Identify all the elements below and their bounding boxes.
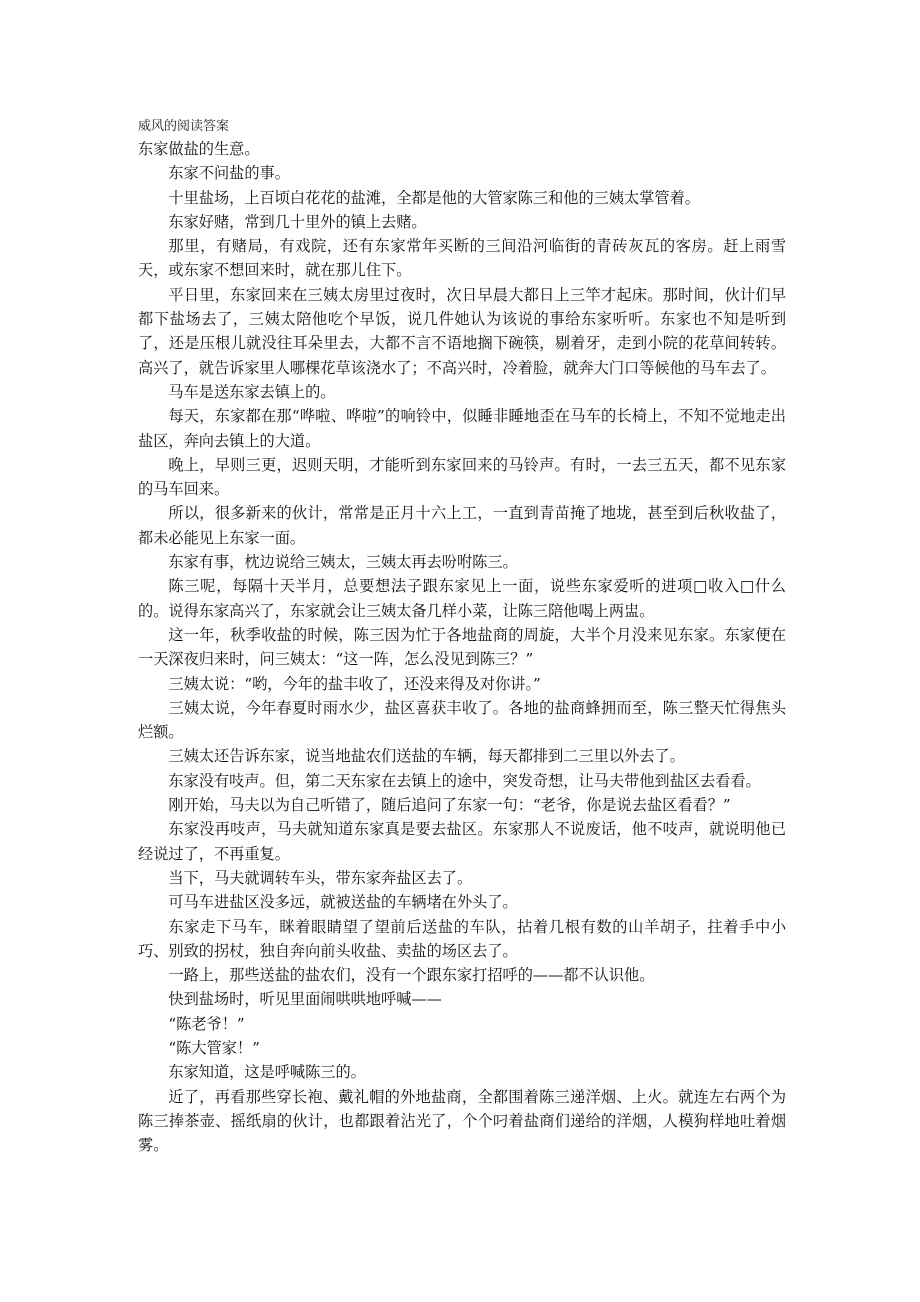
paragraph: 晚上，早则三更，迟则天明，才能听到东家回来的马铃声。有时，一去三五天，都不见东家的马车回来。: [138, 455, 786, 499]
paragraph: 可马车进盐区没多远，就被送盐的车辆堵在外头了。: [168, 893, 518, 912]
paragraph: 东家知道，这是呼喊陈三的。: [168, 1063, 366, 1082]
paragraph: 陈三呢，每隔十天半月，总要想法子跟东家见上一面，说些东家爱听的进项□收入□什么的。说得东家高兴了，东家就会让三姨太备几样小菜，让陈三陪他喝上两盅。: [138, 577, 786, 620]
paragraph: 马车是送东家去镇上的。: [168, 382, 336, 401]
paragraph: 刚开始，马夫以为自己听错了，随后追问了东家一句：“老爷，你是说去盐区看看？”: [168, 796, 731, 815]
paragraph: 快到盐场时，听见里面闹哄哄地呼喊——: [168, 990, 442, 1009]
paragraph: “陈老爷！”: [168, 1014, 245, 1033]
paragraph: 东家没再吱声，马夫就知道东家真是要去盐区。东家那人不说废话，他不吱声，就说明他已经说过了，不再重复。: [138, 820, 786, 863]
document-title: 威风的阅读答案: [138, 119, 230, 134]
paragraph: 十里盐场，上百顷白花花的盐滩，全都是他的大管家陈三和他的三姨太掌管着。: [168, 188, 700, 207]
paragraph: 三姨太还告诉东家，说当地盐农们送盐的车辆，每天都排到二三里以外去了。: [168, 747, 685, 766]
paragraph: 一路上，那些送盐的盐农们，没有一个跟东家打招呼的——都不认识他。: [168, 966, 655, 985]
paragraph: 这一年，秋季收盐的时候，陈三因为忙于各地盐商的周旋，大半个月没来见东家。东家便在一天深夜归来时，问三姨太：“这一阵，怎么没见到陈三？”: [138, 625, 786, 669]
paragraph: 三姨太说：“哟，今年的盐丰收了，还没来得及对你讲。”: [168, 674, 541, 693]
paragraph: 每天，东家都在那“哗啦、哗啦”的响铃中，似睡非睡地歪在马车的长椅上，不知不觉地走出盐区，奔向去镇上的大道。: [138, 407, 786, 450]
paragraph: 所以，很多新来的伙计，常常是正月十六上工，一直到青苗掩了地垅，甚至到后秋收盐了，都未必能见上东家一面。: [138, 504, 786, 547]
paragraph: 东家没有吱声。但，第二天东家在去镇上的途中，突发奇想，让马夫带他到盐区去看看。: [168, 771, 761, 790]
paragraph: 东家走下马车，眯着眼睛望了望前后送盐的车队，拈着几根有数的山羊胡子，拄着手中小巧、别致的拐杖，独自奔向前头收盐、卖盐的场区去了。: [138, 917, 786, 960]
paragraph: 平日里，东家回来在三姨太房里过夜时，次日早晨大都日上三竿才起床。那时间，伙计们早都下盐场去了，三姨太陪他吃个早饭，说几件她认为该说的事给东家听听。东家也不知是听到了，还是压根儿就没往耳朵里去，大都不言不语地搁下碗筷，剔着牙，走到小院的花草间转转。高兴了，就告诉家里人哪棵花草该浇水了；不高兴时，冷着脸，就奔大门口等候他的马车去了。: [138, 285, 786, 377]
paragraph: 东家做盐的生意。: [138, 140, 260, 158]
paragraph: “陈大管家！”: [168, 1038, 260, 1057]
paragraph: 东家不问盐的事。: [168, 164, 290, 183]
paragraph: 东家好赌，常到几十里外的镇上去赌。: [168, 212, 427, 231]
paragraph: 东家有事，枕边说给三姨太，三姨太再去吩咐陈三。: [168, 553, 518, 572]
document-body: [138, 137, 786, 1157]
document-page: [138, 118, 786, 1157]
paragraph: 那里，有赌局，有戏院，还有东家常年买断的三间沿河临街的青砖灰瓦的客房。赶上雨雪天，或东家不想回来时，就在那儿住下。: [138, 237, 786, 280]
paragraph: 近了，再看那些穿长袍、戴礼帽的外地盐商，全都围着陈三递洋烟、上火。就连左右两个为陈三捧茶壶、摇纸扇的伙计，也都跟着沾光了，个个叼着盐商们递给的洋烟，人模狗样地吐着烟雾。: [138, 1087, 786, 1155]
paragraph: 三姨太说，今年春夏时雨水少，盐区喜获丰收了。各地的盐商蜂拥而至，陈三整天忙得焦头烂额。: [138, 698, 786, 742]
paragraph: 当下，马夫就调转车头，带东家奔盐区去了。: [168, 868, 473, 887]
